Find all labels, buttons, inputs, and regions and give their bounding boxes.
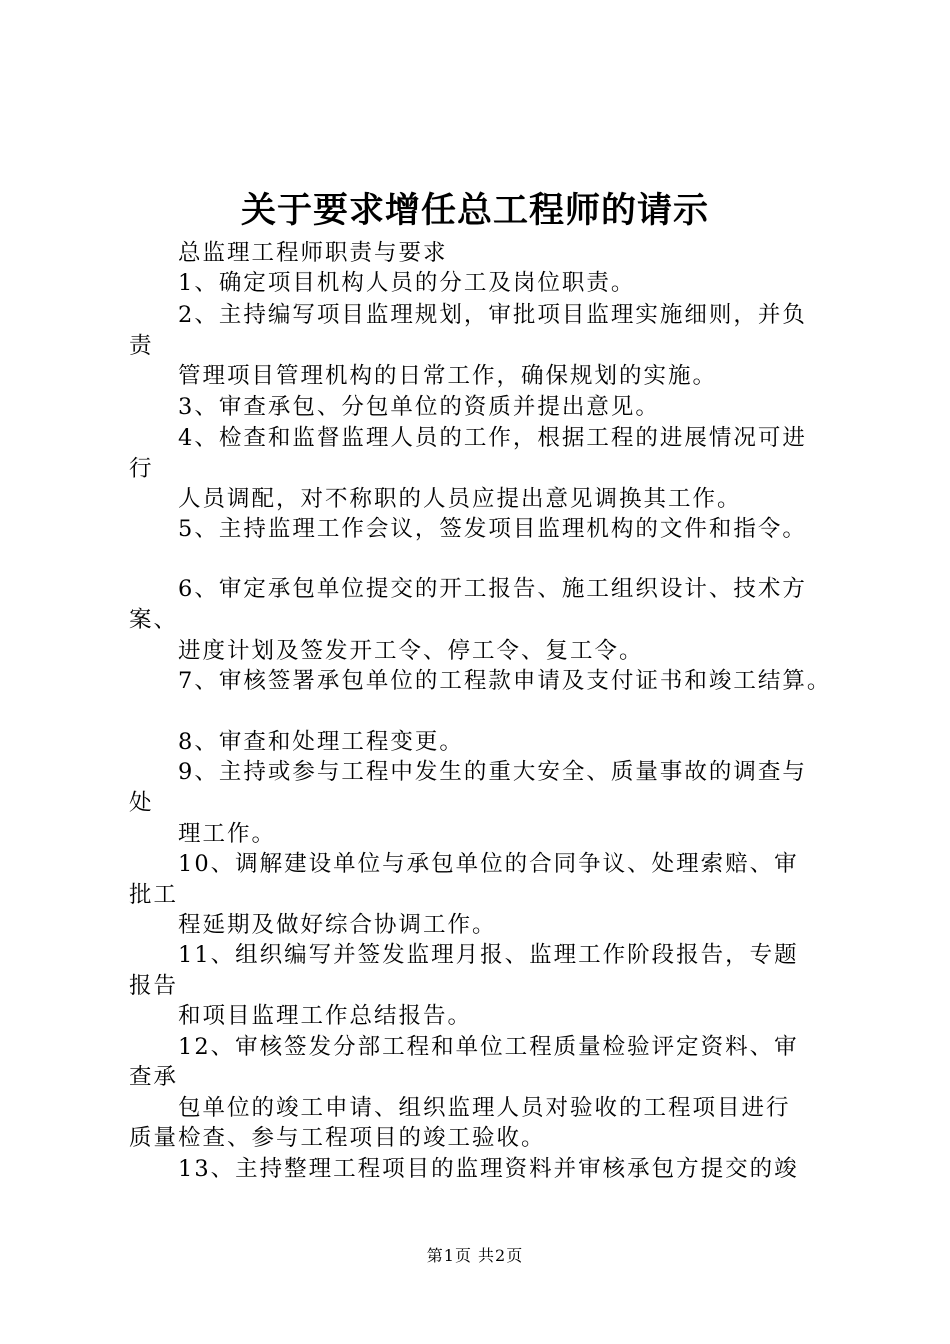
document-title: 关于要求增任总工程师的请示 bbox=[240, 191, 709, 231]
text-line: 13、主持整理工程项目的监理资料并审核承包方提交的竣 bbox=[178, 1156, 799, 1182]
text-line: 11、组织编写并签发监理月报、监理工作阶段报告，专题 bbox=[178, 942, 799, 968]
text-line: 程延期及做好综合协调工作。 bbox=[178, 912, 497, 938]
text-line: 责 bbox=[129, 333, 154, 359]
text-line: 质量检查、参与工程项目的竣工验收。 bbox=[129, 1125, 546, 1151]
text-line: 人员调配，对不称职的人员应提出意见调换其工作。 bbox=[178, 486, 742, 512]
text-line: 进度计划及签发开工令、停工令、复工令。 bbox=[178, 638, 644, 664]
text-line: 6、审定承包单位提交的开工报告、施工组织设计、技术方 bbox=[178, 576, 807, 602]
text-line: 查承 bbox=[129, 1064, 179, 1090]
section-heading: 总监理工程师职责与要求 bbox=[178, 240, 448, 266]
text-line: 包单位的竣工申请、组织监理人员对验收的工程项目进行 bbox=[178, 1095, 791, 1121]
text-line: 案、 bbox=[129, 607, 179, 633]
page-footer: 第1页 共2页 bbox=[426, 1246, 524, 1265]
text-line: 2、主持编写项目监理规划，审批项目监理实施细则，并负 bbox=[178, 302, 807, 328]
text-line: 12、审核签发分部工程和单位工程质量检验评定资料、审 bbox=[178, 1034, 799, 1060]
text-line: 处 bbox=[129, 790, 154, 816]
text-line: 理工作。 bbox=[178, 821, 277, 847]
text-line: 9、主持或参与工程中发生的重大安全、质量事故的调查与 bbox=[178, 759, 807, 785]
text-line: 1、确定项目机构人员的分工及岗位职责。 bbox=[178, 270, 636, 296]
text-line: 5、主持监理工作会议，签发项目监理机构的文件和指令。 bbox=[178, 516, 807, 542]
text-line: 行 bbox=[129, 456, 154, 482]
text-line: 8、审查和处理工程变更。 bbox=[178, 729, 464, 755]
text-line: 4、检查和监督监理人员的工作，根据工程的进展情况可进 bbox=[178, 425, 807, 451]
text-line: 批工 bbox=[129, 882, 179, 908]
text-line: 和项目监理工作总结报告。 bbox=[178, 1003, 473, 1029]
text-line: 3、审查承包、分包单位的资质并提出意见。 bbox=[178, 394, 660, 420]
text-line: 管理项目管理机构的日常工作，确保规划的实施。 bbox=[178, 363, 718, 389]
text-line: 7、审核签署承包单位的工程款申请及支付证书和竣工结算。 bbox=[178, 668, 832, 694]
text-line: 报告 bbox=[129, 973, 179, 999]
text-line: 10、调解建设单位与承包单位的合同争议、处理索赔、审 bbox=[178, 851, 799, 877]
